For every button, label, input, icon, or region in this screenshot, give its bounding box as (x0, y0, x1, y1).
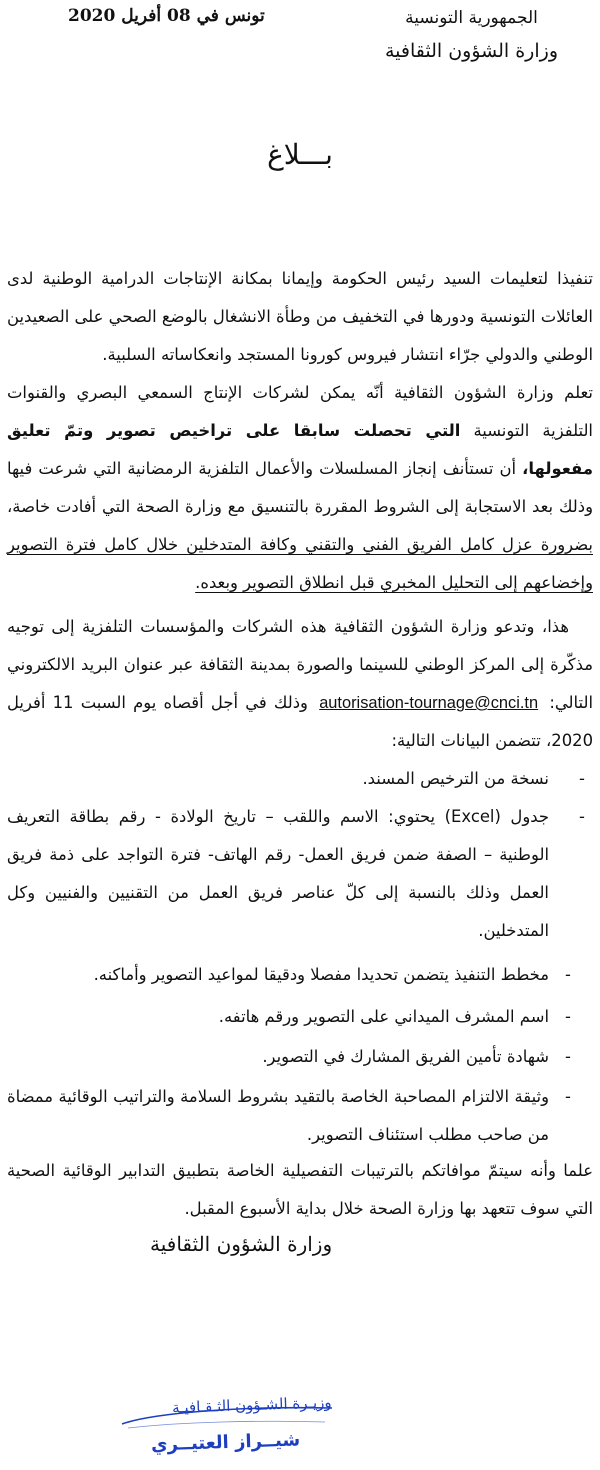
letterhead (385, 4, 558, 66)
list-item-text: وثيقة الالتزام المصاحبة الخاصة بالتقيد بشروط السلامة والتراتيب الوقائية ممضاة من صاحب مطلب استئناف التصوير. (7, 1087, 549, 1144)
list-item (7, 1038, 593, 1076)
list-item (7, 998, 593, 1036)
list-item-text: نسخة من الترخيص المسند. (362, 769, 549, 788)
list-dash: - (565, 965, 571, 984)
suspended-licenses-text: التي تحصلت سابقا على تراخيص تصوير وتمّ تعليق مفعولها، (7, 421, 593, 478)
list-dash: - (565, 1047, 571, 1066)
stamp-name: شيــراز العتيــري (150, 1429, 301, 1456)
paragraph-request (7, 608, 593, 760)
paragraph-request-part-1: هذا، وتدعو وزارة الشؤون الثقافية هذه الشركات والمؤسسات التلفزية إلى توجيه مذكّرة إلى المركز الوطني للسينما والصورة بمدينة الثقافة عبر عنوان البريد الالكتروني التالي: (7, 617, 593, 712)
list-item-text: جدول (Excel) يحتوي: الاسم واللقب – تاريخ الولادة - رقم بطاقة التعريف الوطنية – الصفة ضمن فريق العمل- رقم الهاتف- فترة التواجد على ذمة فريق العمل وذلك بالنسبة إلى كلّ عناصر فريق العمل من التقنيين والفنيين وكل المتدخلين. (7, 807, 549, 940)
isolation-requirement-text: بضرورة عزل كامل الفريق الفني والتقني وكافة المتدخلين خلال كامل فترة التصوير وإخضاعهم إلى التحليل المخبري قبل انطلاق التصوير وبعده. (7, 535, 593, 592)
document-title: بـــلاغ (267, 138, 333, 171)
paragraph-intro: تنفيذا لتعليمات السيد رئيس الحكومة وإيمانا بمكانة الإنتاجات الدرامية الوطنية لدى العائلات التونسية ودورها في التخفيف من وطأة الانشغال بالوضع الصحي على الصعيدين الوطني والدولي جرّاء انتشار فيروس كورونا المستجد وانعكاساته السلبية. (7, 269, 593, 364)
list-item-text: مخطط التنفيذ يتضمن تحديدا مفصلا ودقيقا لمواعيد التصوير وأماكنه. (93, 965, 549, 984)
stamp-title: وزيـرة الشـؤون الثـقـافيـة (172, 1393, 333, 1417)
paragraph-announcement-part-1: تعلم وزارة الشؤون الثقافية أنّه يمكن لشركات الإنتاج السمعي البصري والقنوات التلفزية التونسية (7, 383, 593, 440)
paragraph-request-part-2: وذلك في أجل أقصاه يوم السبت 11 أفريل 2020، تتضمن البيانات التالية: (7, 693, 593, 750)
list-item (7, 956, 593, 994)
paragraph-closing: علما وأنه سيتمّ موافاتكم بالترتيبات التفصيلية الخاصة بتطبيق التدابير الوقائية الصحية التي سوف تتعهد بها وزارة الصحة خلال بداية الأسبوع المقبل. (7, 1161, 593, 1218)
list-dash: - (579, 807, 585, 826)
list-item (7, 1078, 593, 1154)
list-item-text: اسم المشرف الميداني على التصوير ورقم هاتفه. (218, 1007, 549, 1026)
signature-ministry: وزارة الشؤون الثقافية (150, 1232, 333, 1256)
list-item-text: شهادة تأمين الفريق المشارك في التصوير. (262, 1047, 549, 1066)
email-link[interactable]: autorisation-tournage@cnci.tn (319, 694, 539, 712)
list-dash: - (565, 1007, 571, 1026)
paragraph-announcement-part-2: أن تستأنف إنجاز المسلسلات والأعمال التلفزية الرمضانية التي شرعت فيها وذلك بعد الاستجابة إلى الشروط المقررة بالتنسيق مع وزارة الصحة التي أفادت خاصة، (7, 459, 593, 516)
list-item (7, 798, 593, 950)
official-stamp (110, 1388, 340, 1468)
republic-name: الجمهورية التونسية (405, 8, 538, 28)
list-dash: - (579, 769, 585, 788)
ministry-name: وزارة الشؤون الثقافية (384, 40, 558, 62)
list-dash: - (565, 1087, 571, 1106)
list-item (7, 760, 593, 798)
paragraph-announcement (7, 374, 593, 602)
document-date: تونس في 08 أفريل 2020 (68, 6, 265, 26)
